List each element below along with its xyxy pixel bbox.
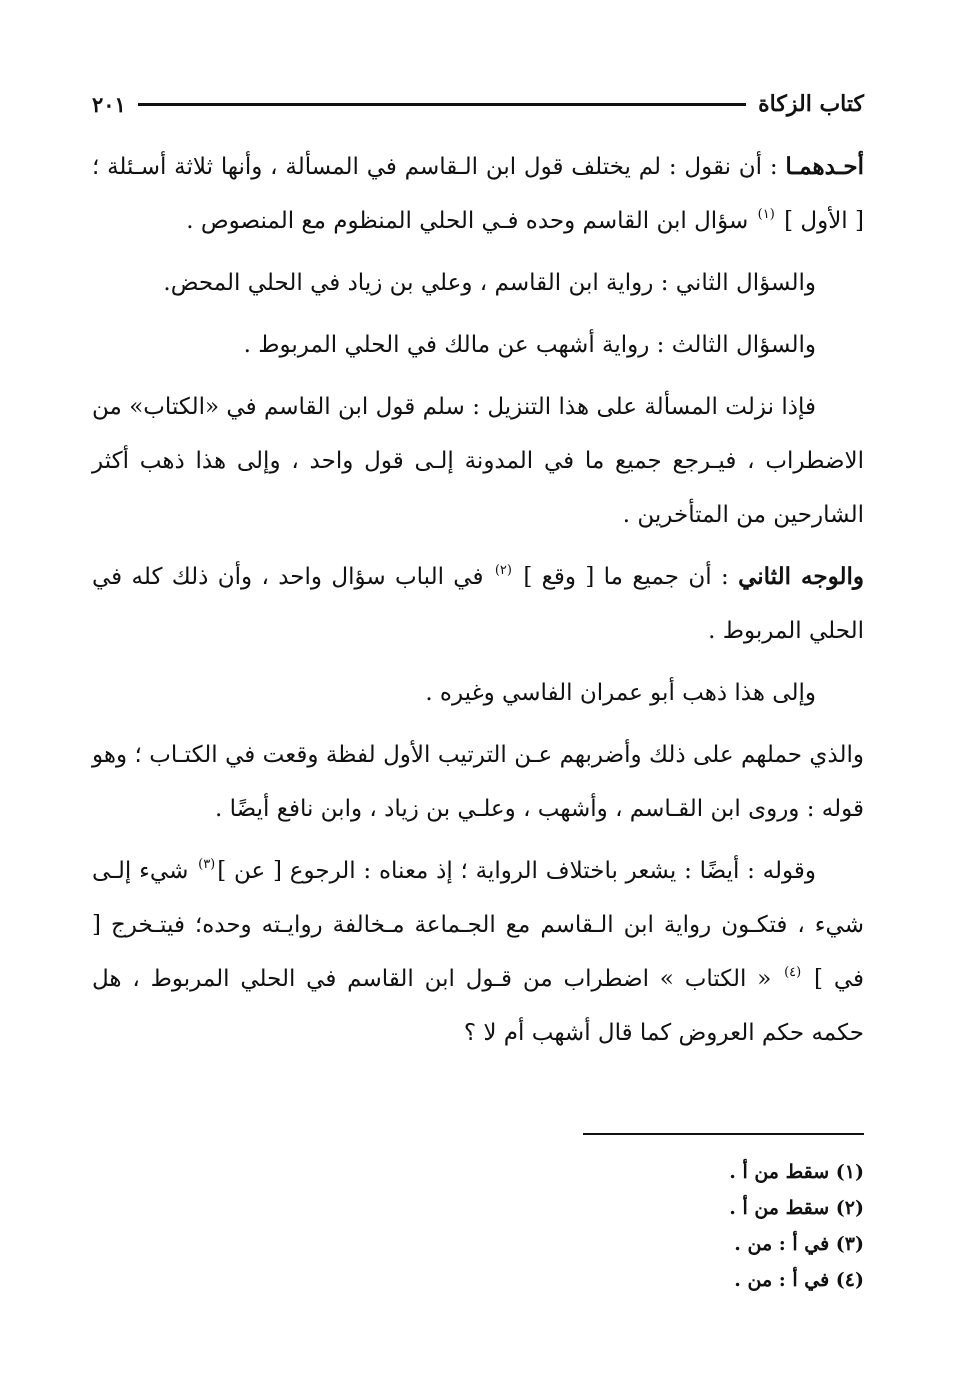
paragraph-1 — [92, 140, 864, 248]
footnote-ref[interactable]: (١) — [757, 207, 775, 222]
footnote-item: (٤) في أ : من . — [734, 1269, 864, 1291]
paragraph-text: وإلى هذا ذهب أبو عمران الفاسي وغيره . — [425, 680, 816, 706]
paragraph-text-tail: « الكتاب » اضطراب من قـول ابن القاسم في الحلي المربوط ، هل حكمه حكم العروض كما قال أشهب أم لا ؟ — [92, 966, 864, 1046]
footnote-separator — [583, 1133, 864, 1135]
footnote-item: (١) سقط من أ . — [729, 1161, 864, 1183]
footnote-ref[interactable]: (٤) — [784, 965, 802, 980]
header-rule — [138, 103, 746, 106]
footnotes — [600, 1154, 864, 1298]
paragraph-text: وقوله : أيضًا : يشعر باختلاف الرواية ؛ إذ معناه : الرجوع [ عن ] — [217, 858, 816, 884]
paragraph-text-tail: شيء إلـى شيء ، فتكـون رواية ابن الـقاسم مع الجـماعة مـخالفة روايـته وحده؛ فيتـخرج [ في ] — [92, 858, 864, 992]
main-text — [92, 140, 864, 1068]
paragraph-3 — [92, 318, 864, 372]
footnote-item: (٢) سقط من أ . — [729, 1197, 864, 1219]
paragraph-text: والسؤال الثالث : رواية أشهب عن مالك في الحلي المربوط . — [243, 332, 816, 358]
paragraph-text: : أن نقول : لم يختلف قول ابن الـقاسم في المسألة ، وأنها ثلاثة أسـئلة ؛ [ الأول ] — [92, 154, 864, 234]
paragraph-lead: أحـدهمـا — [785, 153, 864, 180]
running-header — [92, 86, 864, 122]
paragraph-5 — [92, 550, 864, 658]
paragraph-text: : أن جميع ما [ وقع ] — [513, 564, 739, 590]
paragraph-text: فإذا نزلت المسألة على هذا التنزيل : سلم قول ابن القاسم في «الكتاب» من الاضطراب ، فيـرجع جميع ما في المدونة إلـى قول واحد ، وإلى هذا ذهب أكثر الشارحين من المتأخرين . — [92, 394, 864, 528]
footnote-ref[interactable]: (٢) — [494, 563, 512, 578]
paragraph-text-tail: سؤال ابن القاسم وحده فـي الحلي المنظوم مع المنصوص . — [186, 208, 756, 234]
chapter-title: كتاب الزكاة — [758, 91, 864, 117]
footnote-item: (٣) في أ : من . — [734, 1233, 864, 1255]
paragraph-text: والسؤال الثاني : رواية ابن القاسم ، وعلي بن زياد في الحلي المحض. — [163, 270, 816, 296]
paragraph-text: والذي حملهم على ذلك وأضربهم عـن الترتيب الأول لفظة وقعت في الكتـاب ؛ وهو قوله : وروى ابن القـاسم ، وأشهب ، وعلـي بن زياد ، وابن نافع أيضًا . — [92, 742, 864, 822]
paragraph-4 — [92, 380, 864, 542]
paragraph-6 — [92, 666, 864, 720]
page-number: ٢٠١ — [92, 91, 126, 117]
paragraph-lead: والوجه الثاني — [738, 563, 864, 590]
paragraph-8 — [92, 844, 864, 1060]
footnote-ref[interactable]: (٣) — [198, 857, 216, 872]
paragraph-7 — [92, 728, 864, 836]
paragraph-text-tail: في الباب سؤال واحد ، وأن ذلك كله في الحلي المربوط . — [92, 564, 864, 644]
paragraph-2 — [92, 256, 864, 310]
